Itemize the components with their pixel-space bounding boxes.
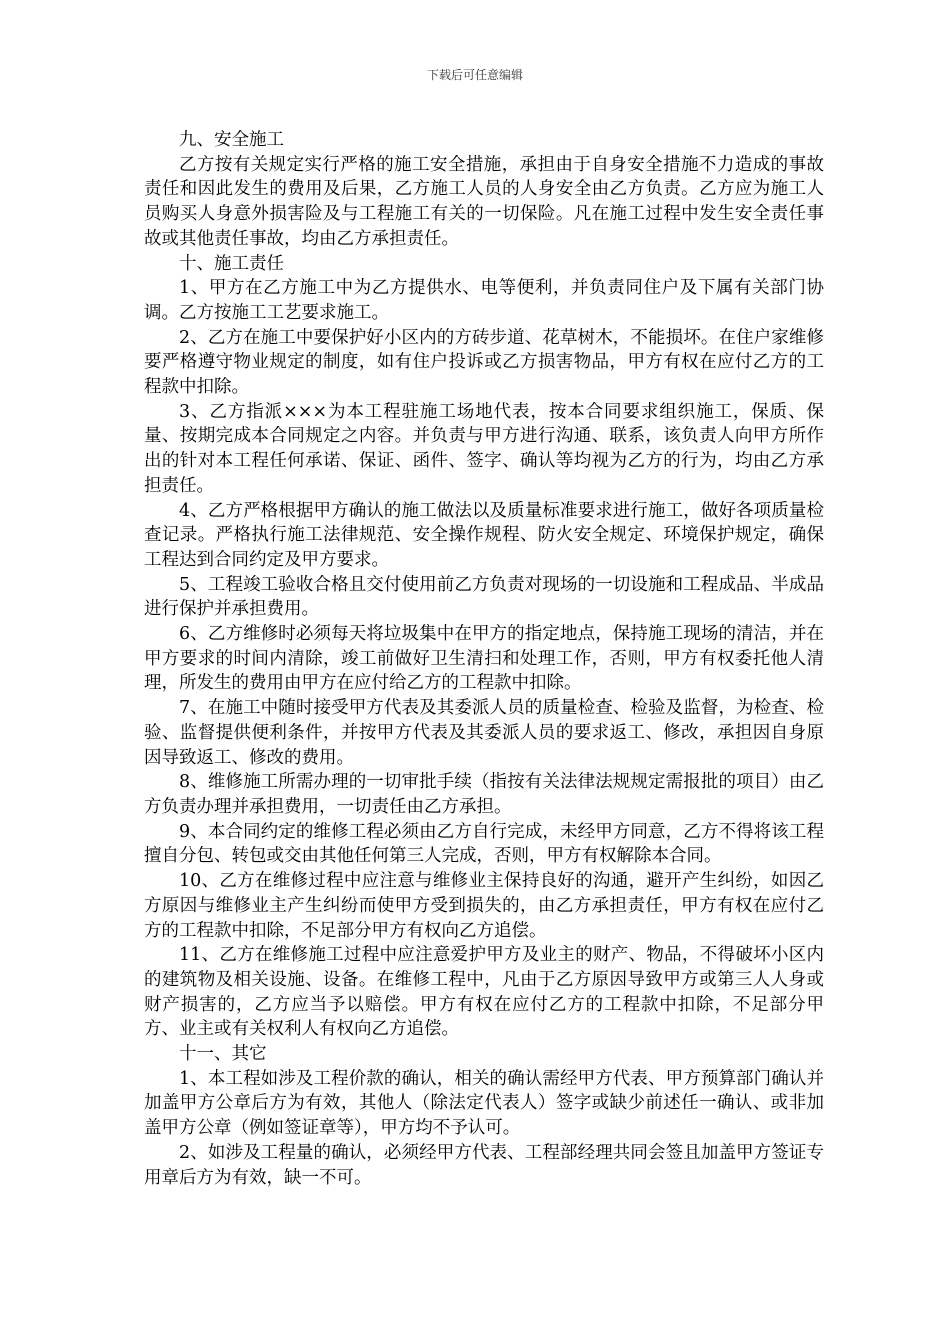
page-header-note: 下载后可任意编辑 bbox=[426, 68, 523, 82]
clause: 2、如涉及工程量的确认，必须经甲方代表、工程部经理共同会签且加盖甲方签证专用章后方为有效，缺一不可。 bbox=[144, 1142, 824, 1188]
clause: 9、本合同约定的维修工程必须由乙方自行完成，未经甲方同意，乙方不得将该工程擅自分包、转包或交由其他任何第三人完成，否则，甲方有权解除本合同。 bbox=[144, 821, 824, 867]
clause: 6、乙方维修时必须每天将垃圾集中在甲方的指定地点，保持施工现场的清洁，并在甲方要求的时间内清除，竣工前做好卫生清扫和处理工作，否则，甲方有权委托他人清理，所发生的费用由甲方在应付给乙方的工程款中扣除。 bbox=[144, 624, 824, 694]
document-body bbox=[144, 128, 824, 1190]
section-heading-other: 十一、其它 bbox=[179, 1044, 267, 1065]
clause: 5、工程竣工验收合格且交付使用前乙方负责对现场的一切设施和工程成品、半成品进行保护并承担费用。 bbox=[144, 574, 824, 620]
clause: 10、乙方在维修过程中应注意与维修业主保持良好的沟通，避开产生纠纷，如因乙方原因与维修业主产生纠纷而使甲方受到损失的，由乙方承担责任，甲方有权在应付乙方的工程款中扣除，不足部分甲方有权向乙方追偿。 bbox=[144, 871, 824, 941]
clause: 7、在施工中随时接受甲方代表及其委派人员的质量检查、检验及监督，为检查、检验、监督提供便利条件，并按甲方代表及其委派人员的要求返工、修改，承担因自身原因导致返工、修改的费用。 bbox=[144, 698, 824, 768]
section-heading-safety: 九、安全施工 bbox=[179, 130, 284, 150]
clause: 1、本工程如涉及工程价款的确认，相关的确认需经甲方代表、甲方预算部门确认并加盖甲方公章后方为有效，其他人（除法定代表人）签字或缺少前述任一确认、或非加盖甲方公章（例如签证章等），甲方均不予认可。 bbox=[144, 1068, 824, 1139]
clause: 2、乙方在施工中要保护好小区内的方砖步道、花草树木，不能损坏。在住户家维修要严格遵守物业规定的制度，如有住户投诉或乙方损害物品，甲方有权在应付乙方的工程款中扣除。 bbox=[144, 327, 824, 398]
section-heading-responsibility: 十、施工责任 bbox=[179, 253, 284, 274]
clause: 11、乙方在维修施工过程中应注意爱护甲方及业主的财产、物品，不得破坏小区内的建筑物及相关设施、设备。在维修工程中，凡由于乙方原因导致甲方或第三人人身或财产损害的，乙方应当予以赔偿。甲方有权在应付乙方的工程款中扣除，不足部分甲方、业主或有关权利人有权向乙方追偿。 bbox=[144, 945, 824, 1040]
clause: 8、维修施工所需办理的一切审批手续（指按有关法律法规规定需报批的项目）由乙方负责办理并承担费用，一切责任由乙方承担。 bbox=[144, 772, 824, 817]
clause: 1、甲方在乙方施工中为乙方提供水、电等便利，并负责同住户及下属有关部门协调。乙方按施工工艺要求施工。 bbox=[144, 278, 824, 323]
clause: 3、乙方指派×××为本工程驻施工场地代表，按本合同要求组织施工，保质、保量、按期完成本合同规定之内容。并负责与甲方进行沟通、联系，该负责人向甲方所作出的针对本工程任何承诺、保证、函件、签字、确认等均视为乙方的行为，均由乙方承担责任。 bbox=[144, 401, 824, 496]
paragraph: 乙方按有关规定实行严格的施工安全措施，承担由于自身安全措施不力造成的事故责任和因此发生的费用及后果，乙方施工人员的人身安全由乙方负责。乙方应为施工人员购买人身意外损害险及与工程施工有关的一切保险。凡在施工过程中发生安全责任事故或其他责任事故，均由乙方承担责任。 bbox=[144, 154, 824, 249]
clause: 4、乙方严格根据甲方确认的施工做法以及质量标准要求进行施工，做好各项质量检查记录。严格执行施工法律规范、安全操作规程、防火安全规定、环境保护规定，确保工程达到合同约定及甲方要求。 bbox=[144, 500, 824, 570]
